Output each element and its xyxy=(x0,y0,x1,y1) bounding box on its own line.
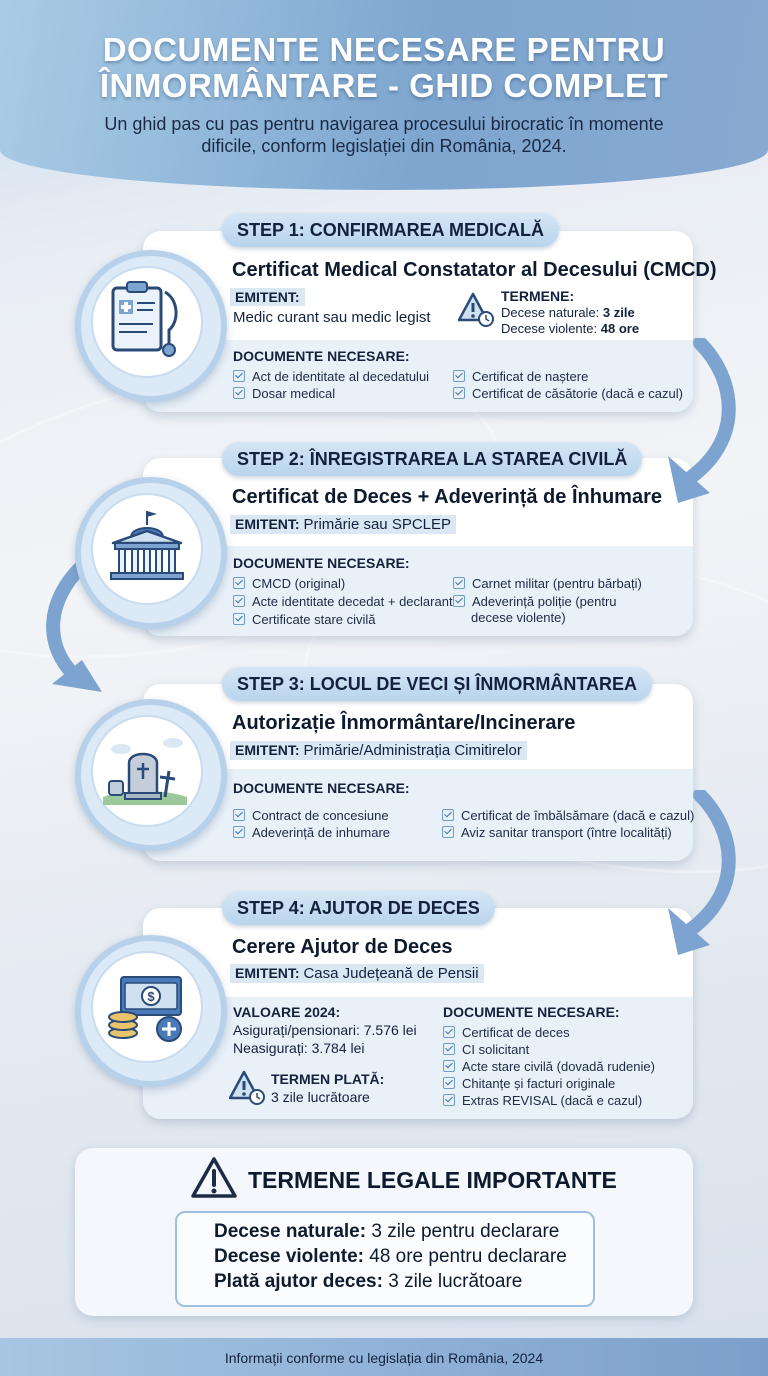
checkbox-icon xyxy=(442,809,454,821)
step2-docs-label: DOCUMENTE NECESARE: xyxy=(233,555,410,571)
checkbox-icon xyxy=(443,1043,455,1055)
step2-doc-title: Certificat de Deces + Adeverință de Înhumare xyxy=(232,486,662,508)
step4-doc-item: Chitanțe și facturi originale xyxy=(443,1075,615,1092)
warning-clock-icon xyxy=(229,1070,267,1106)
checkbox-icon xyxy=(233,370,245,382)
step1-doc-item: Certificat de naștere xyxy=(453,368,588,385)
step2-doc-item-cont: decese violente) xyxy=(471,610,566,625)
step1-termene-label: TERMENE: xyxy=(501,288,575,304)
subtitle-line-1: Un ghid pas cu pas pentru navigarea procesului birocratic în momente xyxy=(104,114,664,134)
step3-doc-item: Contract de concesiune xyxy=(233,807,389,824)
page-title xyxy=(0,32,768,104)
subtitle-line-2: dificile, conform legislației din România, 2024. xyxy=(201,136,567,156)
title-line-1: DOCUMENTE NECESARE PENTRU xyxy=(102,31,666,68)
step4-emitent: EMITENT: Casa Județeană de Pensii xyxy=(230,964,484,983)
step1-doc-item: Dosar medical xyxy=(233,385,335,402)
checkbox-icon xyxy=(233,595,245,607)
step2-doc-item: Acte identitate decedat + declarant xyxy=(233,593,453,610)
step1-label: STEP 1: CONFIRMAREA MEDICALĂ xyxy=(222,213,559,247)
warning-icon xyxy=(190,1156,238,1200)
step1-docs-label: DOCUMENTE NECESARE: xyxy=(233,348,410,364)
step2-doc-item: Carnet militar (pentru bărbați) xyxy=(453,575,642,592)
warning-clock-icon xyxy=(458,292,496,328)
step2-doc-item: CMCD (original) xyxy=(233,575,345,592)
step4-doc-item: Extras REVISAL (dacă e cazul) xyxy=(443,1092,642,1109)
clipboard-stethoscope-icon xyxy=(95,270,195,370)
checkbox-icon xyxy=(443,1026,455,1038)
step3-doc-item: Certificat de îmbălsămare (dacă e cazul) xyxy=(442,807,694,824)
step1-doc-item: Act de identitate al decedatului xyxy=(233,368,429,385)
step4-termen-value: 3 zile lucrătoare xyxy=(271,1089,370,1105)
page-subtitle xyxy=(60,113,708,157)
step2-icon-circle xyxy=(75,477,227,629)
step2-doc-item: Certificate stare civilă xyxy=(233,611,376,628)
step4-valoare-line1: Asigurați/pensionari: 7.576 lei xyxy=(233,1022,417,1038)
step4-valoare-line2: Neasigurați: 3.784 lei xyxy=(233,1040,365,1056)
step4-doc-item: CI solicitant xyxy=(443,1041,529,1058)
step4-valoare-label: VALOARE 2024: xyxy=(233,1004,341,1020)
checkbox-icon xyxy=(443,1060,455,1072)
step4-termen-label: TERMEN PLATĂ: xyxy=(271,1071,385,1087)
step3-icon-circle xyxy=(75,699,227,851)
step3-doc-title: Autorizație Înmormântare/Incinerare xyxy=(232,712,576,734)
legal-title: TERMENE LEGALE IMPORTANTE xyxy=(248,1167,617,1193)
city-hall-icon xyxy=(95,497,195,597)
checkbox-icon xyxy=(443,1077,455,1089)
checkbox-icon xyxy=(443,1094,455,1106)
checkbox-icon xyxy=(233,613,245,625)
step3-label: STEP 3: LOCUL DE VECI ȘI ÎNMORMÂNTAREA xyxy=(222,667,652,701)
step3-docs-label: DOCUMENTE NECESARE: xyxy=(233,780,410,796)
step4-doc-item: Acte stare civilă (dovadă rudenie) xyxy=(443,1058,655,1075)
footer-text: Informații conforme cu legislația din România, 2024 xyxy=(224,1350,544,1366)
step4-docs-label: DOCUMENTE NECESARE: xyxy=(443,1004,620,1020)
flow-arrow-icon xyxy=(650,338,750,508)
checkbox-icon xyxy=(453,577,465,589)
step1-doc-item: Certificat de căsătorie (dacă e cazul) xyxy=(453,385,683,402)
step3-emitent: EMITENT: Primărie/Administrația Cimitirelor xyxy=(230,741,527,760)
flow-arrow-icon xyxy=(650,790,750,960)
step1-natural: Decese naturale: 3 zile xyxy=(501,305,635,320)
gravestone-icon xyxy=(95,719,195,819)
checkbox-icon xyxy=(442,826,454,838)
step1-violent: Decese violente: 48 ore xyxy=(501,321,640,336)
checkbox-icon xyxy=(233,577,245,589)
legal-line: Plată ajutor deces: 3 zile lucrătoare xyxy=(214,1271,523,1292)
checkbox-icon xyxy=(233,809,245,821)
checkbox-icon xyxy=(453,595,465,607)
step1-doc-title: Certificat Medical Constatator al Decesului (CMCD) xyxy=(232,259,717,281)
checkbox-icon xyxy=(233,826,245,838)
step4-icon-circle xyxy=(75,935,227,1087)
step4-doc-item: Certificat de deces xyxy=(443,1024,570,1041)
step1-emitent-label: EMITENT: xyxy=(230,288,305,306)
step4-label: STEP 4: AJUTOR DE DECES xyxy=(222,891,495,925)
checkbox-icon xyxy=(233,387,245,399)
step1-icon-circle xyxy=(75,250,227,402)
svg-text:$: $ xyxy=(147,989,155,1004)
legal-line: Decese naturale: 3 zile pentru declarare xyxy=(214,1221,560,1242)
step2-doc-item: Adeverință poliție (pentru xyxy=(453,593,617,610)
step2-emitent: EMITENT: Primărie sau SPCLEP xyxy=(230,515,456,534)
step3-doc-item: Aviz sanitar transport (între localități) xyxy=(442,824,672,841)
legal-line: Decese violente: 48 ore pentru declarare xyxy=(214,1246,567,1267)
step4-doc-title: Cerere Ajutor de Deces xyxy=(232,936,453,958)
step3-doc-item: Adeverință de inhumare xyxy=(233,824,390,841)
step1-emitent-value: Medic curant sau medic legist xyxy=(233,309,431,326)
checkbox-icon xyxy=(453,370,465,382)
title-line-2: ÎNMORMÂNTARE - GHID COMPLET xyxy=(99,67,669,104)
checkbox-icon xyxy=(453,387,465,399)
step2-label: STEP 2: ÎNREGISTRAREA LA STAREA CIVILĂ xyxy=(222,442,642,476)
money-coins-icon xyxy=(95,955,195,1055)
